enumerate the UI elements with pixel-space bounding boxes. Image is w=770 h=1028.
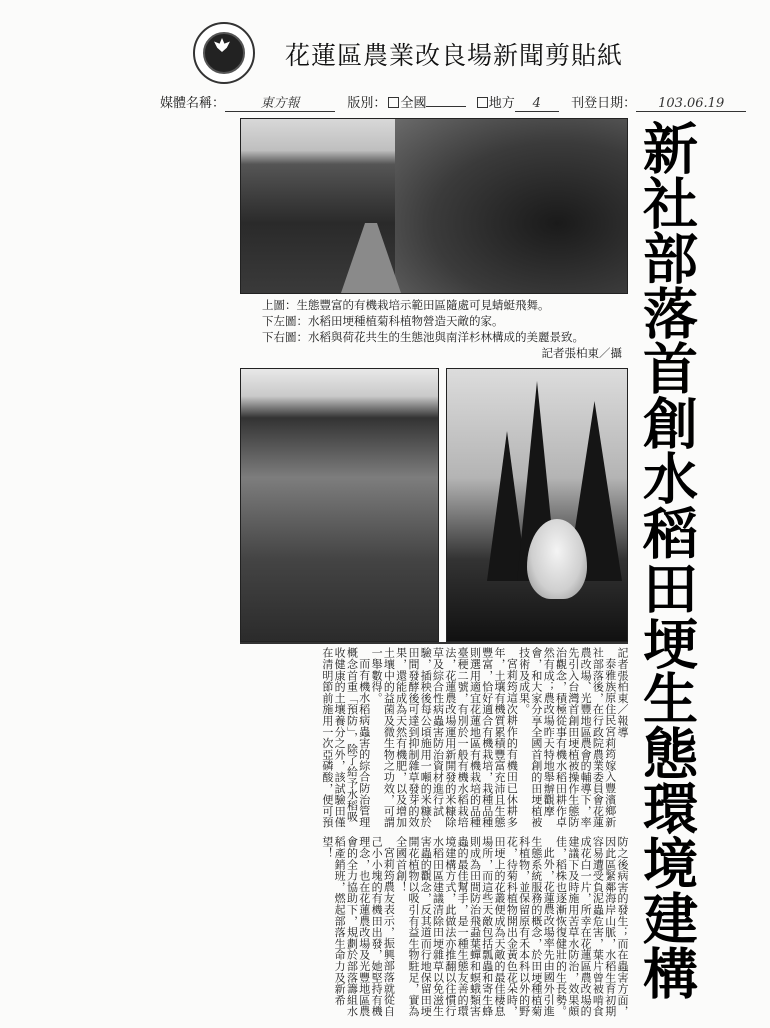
photo-field-ridge bbox=[240, 368, 439, 642]
caption-bottom-left: 下左圖：水稻田埂種植菊科植物營造天敵的家。 bbox=[262, 314, 504, 328]
date-value: 103.06.19 bbox=[636, 96, 746, 112]
body-paragraph: 宮莉筠農友表示，振興部落就從自己小小塊的有機田出發，她堅持有機理念，也在花蓮農改場及光豐地區農會的全力協助下，規劃於部落籌組水稻產銷班，燃起部落生命力及新希望！ bbox=[320, 836, 396, 1017]
body-paragraph: 而有機水稻病蟲害的綜合防治管理概念首重「預防」，除了給予水稻吸收健康的土壤養分之外，該試驗田僅在清明節前施用一次亞磷酸，便可預 bbox=[320, 647, 371, 828]
media-label: 媒體名稱： bbox=[160, 96, 226, 111]
photo-organic-field bbox=[240, 118, 628, 294]
article-headline: 新社部落首創水稻田埂生態環境建構 bbox=[634, 120, 698, 1000]
date-label: 刊登日期： bbox=[571, 96, 637, 111]
photo-captions bbox=[262, 297, 622, 361]
edition-label: 版別： bbox=[347, 96, 387, 111]
national-blank bbox=[426, 106, 466, 107]
body-paragraph: 此外，花蓮農改場率先由國外引進生態系統服務的概念，於田埂種植菊科植物，並保留原有禾本科以外的野花，待菊科植物開出金黃色花朵時，田埂上的花叢便成為天敵的最佳棲息場所，而這些天敵包括瓢蟲和寄生蜂則成為田間防治飛蝨葉蟬和螟蛾類害蟲的最佳幫手，是一種生態友善的環境建構方式，此做法亦推翻以往慣行水稻田區建議清除田埂雜草以免滋生害蟲的觀念，反其道而行地保留田埂開花植物以吸引有益生物駐足，實為全國首創！ bbox=[394, 836, 556, 1017]
edition-page: 4 bbox=[515, 96, 559, 112]
page-title: 花蓮區農業改良場新聞剪貼紙 bbox=[285, 41, 624, 70]
body-paragraph: 泰雅族原住民宮莉筠嫁入豐濱鄉新社部落後，在行政院農業委員會花蓮農改場、光豐地區農會的輔導下，率先引入台灣首創田埂植被操作生態防治觀念，積極從事有機水稻田耕作卓然有成；農改場昨天特地舉辦觀摩會，和大家分享全國首創的田埂植被技術及成果。 bbox=[517, 647, 617, 828]
national-checkbox bbox=[388, 97, 399, 108]
media-value: 東方報 bbox=[225, 92, 335, 112]
clipping-metadata bbox=[160, 92, 746, 112]
edition-local: 地方 bbox=[488, 96, 515, 111]
body-paragraph: 宮莉筠這次耕作的有機田已休耕多年，土壤有機質累積豐富充沛且生態豐富，恰好適合有機栽培，栽種品種則選用適宜花蓮地區有機栽培的品種臺稉二號，有別於一般有機水稻栽培法，花蓮農改場運用新開發的米糠除草及綜合性病蟲害防治資材進行試驗，插秧後每公頃施用一噸的米糠於田間發酵後可達到抑制雜草發芽的效果，還能成為天然有機肥，以及增加土壤中的益菌及微生物之功效，可謂一舉數得。 bbox=[370, 647, 519, 828]
agency-logo bbox=[193, 22, 255, 84]
caption-bottom-right: 下右圖：水稻與荷花共生的生態池與南洋杉林構成的美麗景致。 bbox=[262, 330, 584, 344]
photo-path bbox=[341, 223, 401, 293]
article-body-lower bbox=[240, 836, 628, 1019]
edition-national: 全國 bbox=[400, 96, 427, 111]
photo-vegetation bbox=[395, 119, 627, 293]
photo-credit: 記者張柏東／攝 bbox=[541, 346, 622, 360]
body-paragraph: 防之後病害的發生；而在蟲害方面，因此區緊鄰海岸山脈，水稻生育初期容易遭受負泥蟲危害，葉片曾被啃食成花白一片，所幸在花蓮區農改場的建議下及時施用苦草水防治，效果頗佳，稻株也逐漸恢復健壯的生長勢。 bbox=[554, 836, 629, 1017]
photo-lotus-pond bbox=[446, 368, 628, 642]
byline: 記者張柏東／報導 bbox=[616, 647, 629, 738]
local-checkbox-checked bbox=[477, 97, 488, 108]
article-body-upper bbox=[240, 647, 628, 830]
caption-top: 上圖：生態豐富的有機栽培示範田區隨處可見蜻蜓飛舞。 bbox=[262, 298, 550, 312]
divider bbox=[240, 642, 628, 644]
logo-emblem bbox=[203, 32, 245, 74]
